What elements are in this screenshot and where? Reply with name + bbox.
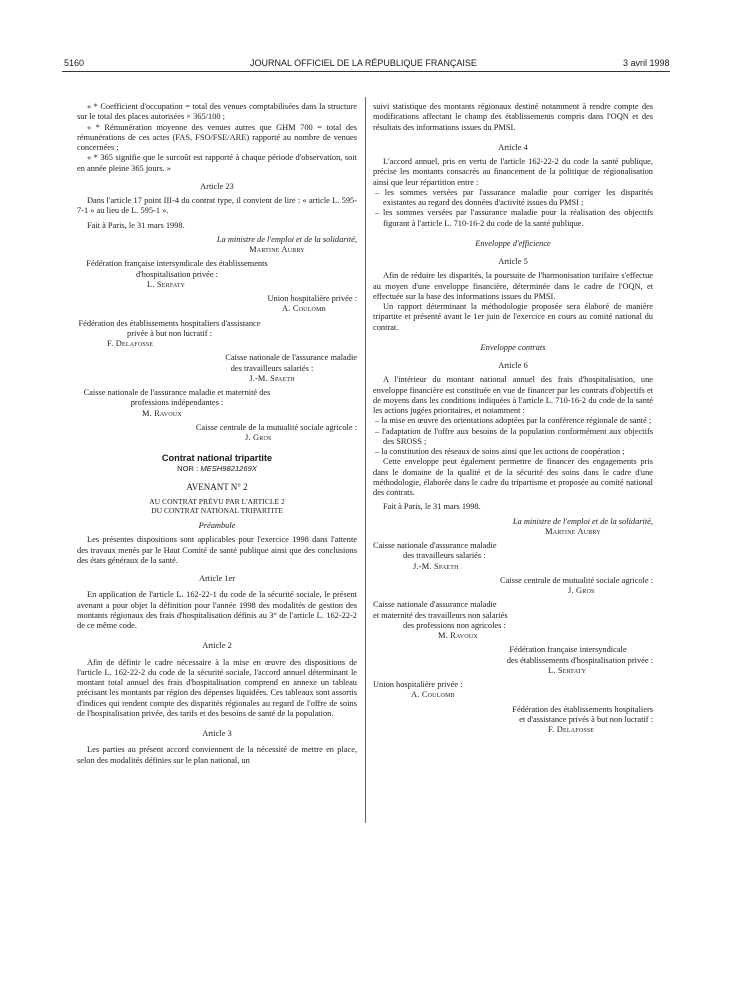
article-3-text: Les parties au présent accord conviennent de la nécessité de mettre en place, selon des modalités définies sur le plan national, un (77, 745, 357, 765)
rsig-uhp-name: A. Coulomb (411, 690, 455, 700)
article-23-text: Dans l'article 17 point III-4 du contrat type, il convient de lire : « article L. 595-7-1 » au lieu de L. 595-1 ». (77, 196, 357, 216)
rsig-fhp-name: L. Serfaty (548, 665, 587, 675)
signatory-fhp-org: Fédération française intersyndicale des établissements d'hospitalisation privée : (86, 259, 268, 279)
rsig-fehap-name: F. Delafosse (548, 725, 595, 734)
signatory-cnamts-name: J.-M. Spaeth (249, 373, 295, 383)
left-column (77, 102, 357, 766)
article-6-item-2: – l'adaptation de l'offre aux besoins de la population conformément aux objectifs des SROSS ; (375, 426, 653, 446)
minister-name: Martine Aubry (249, 245, 305, 254)
rsig-uhp-org: Union hospitalière privée : (373, 680, 463, 689)
contracts-envelope-heading: Enveloppe contrats (480, 342, 546, 352)
rsig-canam-org-2: et maternité des travailleurs non salariés (373, 610, 508, 620)
signatory-canam-org: Caisse nationale de l'assurance maladie et maternité des professions indépendantes : (83, 388, 271, 408)
article-6-heading: Article 6 (498, 361, 528, 370)
article-4-item-2: – les sommes versées par l'assurance maladie pour la réalisation des objectifs figurant à l'article L. 710-16-2 du code de la santé publique. (375, 208, 653, 228)
issue-date: 3 avril 1998 (623, 58, 670, 68)
avenant-subtitle-1: AU CONTRAT PRÉVU PAR L'ARTICLE 2 (149, 496, 285, 506)
signatory-fhp-name: L. Serfaty (147, 279, 186, 289)
definition-365: « * 365 signifie que le surcoût est rapporté à chaque période d'observation, soit en année pleine 365 jours. » (77, 153, 357, 173)
article-6-item-1: – la mise en œuvre des orientations adoptées par la conférence régionale de santé ; (375, 416, 652, 426)
contract-title: Contrat national tripartite (161, 453, 273, 464)
signatory-fehap-org: Fédération des établissements hospitaliers d'assistance privée à but non lucratif : (78, 318, 261, 338)
rsig-cnamts-org-2: des travailleurs salariés : (403, 551, 486, 561)
efficiency-envelope-heading: Enveloppe d'efficience (475, 238, 551, 248)
rsig-fhp-org-2: des établissements d'hospitalisation privée : (506, 655, 653, 665)
signatory-ccmsa-org: Caisse centrale de la mutualité sociale agricole : (195, 422, 357, 432)
avenant-heading: AVENANT N° 2 (186, 481, 248, 492)
preamble-heading: Préambule (198, 521, 236, 531)
definition-remuneration: « * Rémunération moyenne des venues autres que GHM 700 = total des rémunérations de ces actes (FAS, FSO/FSE/ARE) rapporté au nombre de venues concernées ; (77, 122, 357, 152)
signing-date-right: Fait à Paris, le 31 mars 1998. (383, 502, 481, 512)
article-3-heading: Article 3 (202, 729, 232, 739)
nor-reference (77, 464, 357, 473)
signatory-uhp-name: A. Coulomb (282, 304, 326, 314)
signatory-cnamts-org-2: des travailleurs salariés : (230, 363, 314, 373)
rsig-canam-org-1: Caisse nationale d'assurance maladie (373, 600, 497, 610)
article-1-text: En application de l'article L. 162-22-1 du code de la sécurité sociale, le présent avenant a pour objet la définition pour l'année 1998 des modalités de gestion des montants régionaux des frais d'hospitalisation définis au 3° de l'article L. 162-22-2 de ce même code. (77, 590, 357, 631)
signing-date: Fait à Paris, le 31 mars 1998. (87, 220, 185, 230)
journal-title: JOURNAL OFFICIEL DE LA RÉPUBLIQUE FRANÇAISE (250, 58, 477, 68)
definition-occupation: « * Coefficient d'occupation = total des venues comptabilisées dans la structure sur le total des places autorisées × 365/100 ; (77, 102, 357, 122)
page-number: 5160 (64, 58, 85, 68)
article-4-heading: Article 4 (498, 142, 528, 152)
article-2-text: Afin de définir le cadre nécessaire à la mise en œuvre des dispositions de l'article L. 162-22-2 du code de la sécurité sociale, l'accord annuel déterminant le montant total annuel des frais d'hospitalisation comprend en annexe un tableau précisant les montants par région des dépenses liquidées. Ces tableaux sont assortis d'indices qui rendent compte des disparités régionales au regard de l'offre de soins de l'hospitalisation privée, des tarifs et des besoins de santé de la population. (77, 657, 357, 718)
article-5-heading: Article 5 (498, 257, 528, 266)
minister-name-right: Martine Aubry (545, 526, 601, 536)
rsig-canam-name: M. Ravoux (438, 631, 478, 640)
signatory-cnamts-org-1: Caisse nationale de l'assurance maladie (225, 353, 357, 363)
rsig-ccmsa-name: J. Gros (568, 586, 595, 595)
header-rule (62, 71, 670, 72)
signatory-canam-name: M. Ravoux (142, 408, 182, 418)
rsig-cnamts-name: J.-M. Spaeth (413, 561, 459, 571)
right-column (373, 102, 653, 735)
nor-label: NOR : (177, 464, 199, 474)
article-23-heading: Article 23 (200, 181, 234, 191)
preamble-text: Les présentes dispositions sont applicables pour l'exercice 1998 dans l'attente des travaux menés par le Haut Comité de santé publique ainsi que des conclusions des états généraux de la santé. (77, 535, 357, 565)
rsig-cnamts-org-1: Caisse nationale d'assurance maladie (373, 541, 497, 550)
article-1-heading: Article 1er (198, 574, 236, 584)
article-5-text-1: Afin de réduire les disparités, la poursuite de l'harmonisation tarifaire s'effectue au moyen d'une enveloppe financière, déterminée dans le cadre de l'OQN, et effectuée sur la base des informations issues du PMSI. (373, 271, 653, 301)
rsig-ccmsa-org: Caisse centrale de mutualité sociale agricole : (499, 575, 653, 585)
rsig-fhp-org-1: Fédération française intersyndicale (509, 645, 627, 655)
article-4-text: L'accord annuel, pris en vertu de l'article 162-22-2 du code la santé publique, précise les montants consacrés au financement de la politique de régionalisation ainsi que leur répartition entre : (373, 157, 653, 187)
article-5-text-2: Un rapport déterminant la méthodologie proposée sera élaboré de manière tripartite et présenté avant le 1er juin de l'exercice en cours au comité national du contrat. (373, 302, 653, 332)
article-4-item-1: – les sommes versées par l'assurance maladie pour corriger les disparités existantes au regard des données d'activité issues du PMSI ; (375, 187, 653, 207)
article-2-heading: Article 2 (202, 641, 232, 651)
nor-code: MESH9821269X (200, 464, 257, 474)
rsig-fehap-org-1: Fédération des établissements hospitaliers (512, 704, 653, 714)
article-6-item-3: – la constitution des réseaux de soins ainsi que les actions de coopération ; (375, 447, 625, 456)
column-divider (365, 97, 366, 823)
minister-title: La ministre de l'emploi et de la solidarité, (216, 234, 357, 244)
rsig-fehap-org-2: et d'assistance privés à but non lucratif : (519, 714, 653, 724)
minister-title-right: La ministre de l'emploi et de la solidarité, (512, 516, 653, 526)
article-6-text: A l'intérieur du montant national annuel des frais d'hospitalisation, une enveloppe financière est constituée en vue de financer par les contrats d'objectifs et de moyens dans les conditions indiquées à l'article L. 710-16-2 du code de la santé les actions jugées prioritaires, et notamment : (373, 375, 653, 415)
rsig-canam-org-3: des professions non agricoles : (403, 620, 506, 630)
signatory-ccmsa-name: J. Gros (245, 433, 272, 442)
signatory-uhp-org: Union hospitalière privée : (267, 294, 357, 303)
article-3-continuation: suivi statistique des montants régionaux destiné notamment à rendre compte des modifications affectant le champ des établissements compris dans l'OQN et des résultats des informations issues du PMSI. (373, 102, 653, 132)
signatory-fehap-name: F. Delafosse (107, 339, 154, 348)
avenant-subtitle-2: DU CONTRAT NATIONAL TRIPARTITE (151, 505, 283, 515)
article-6-text-2: Cette enveloppe peut également permettre de financer des engagements pris dans le domaine de la qualité et de la sécurité des soins dans le cadre d'une méthodologie, élaborée dans le cadre du tripartisme et proposée au comité national des contrats. (373, 457, 653, 497)
